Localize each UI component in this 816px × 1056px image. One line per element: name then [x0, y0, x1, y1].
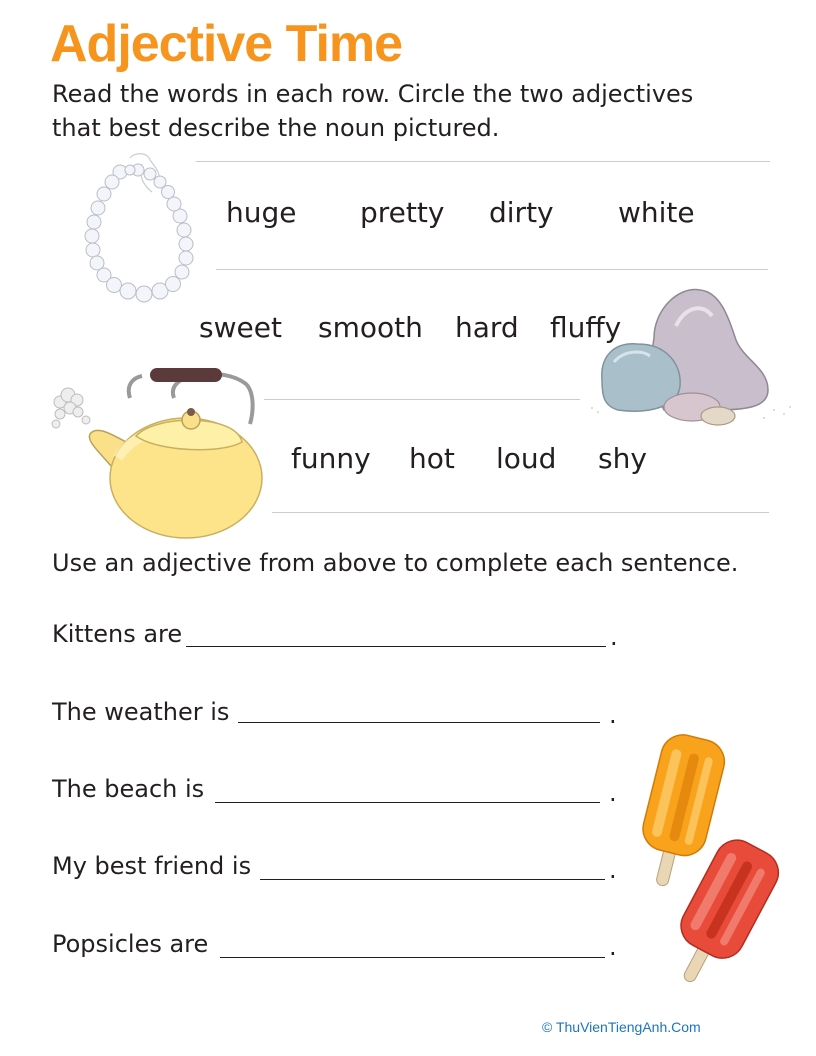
sentence-5-prompt: Popsicles are: [52, 930, 209, 958]
instructions-line-2: that best describe the noun pictured.: [52, 114, 500, 142]
rocks-icon: [584, 286, 799, 436]
sentence-1-period: .: [610, 623, 618, 651]
row-3-word-1[interactable]: funny: [291, 442, 371, 475]
sentence-4-prompt: My best friend is: [52, 852, 252, 880]
row-2-word-4[interactable]: fluffy: [550, 311, 622, 344]
sentence-3-blank[interactable]: [215, 802, 600, 803]
instructions-line-1: Read the words in each row. Circle the two adjectives: [52, 80, 694, 108]
row-3-word-2[interactable]: hot: [409, 442, 455, 475]
row-1-bottom-rule: [216, 269, 768, 270]
row-3-word-3[interactable]: loud: [496, 442, 557, 475]
row-1-word-1[interactable]: huge: [226, 196, 297, 229]
row-2-word-3[interactable]: hard: [455, 311, 519, 344]
sentence-2-period: .: [609, 701, 617, 729]
sentence-2-blank[interactable]: [238, 722, 600, 723]
row-1-word-4[interactable]: white: [618, 196, 695, 229]
row-2-bottom-rule: [264, 399, 580, 400]
row-2-word-2[interactable]: smooth: [318, 311, 423, 344]
row-3-bottom-rule: [272, 512, 769, 513]
pearl-necklace-icon: [72, 150, 232, 310]
part-2-instructions: Use an adjective from above to complete each sentence.: [52, 549, 739, 577]
sentence-1-prompt: Kittens are: [52, 620, 183, 648]
sentence-3-period: .: [609, 779, 617, 807]
row-1-word-3[interactable]: dirty: [489, 196, 554, 229]
row-1-word-2[interactable]: pretty: [360, 196, 445, 229]
page-title: Adjective Time: [50, 15, 403, 73]
row-3-word-4[interactable]: shy: [598, 442, 647, 475]
row-1-top-rule: [196, 161, 770, 162]
sentence-4-period: .: [609, 856, 617, 884]
row-2-word-1[interactable]: sweet: [199, 311, 282, 344]
sentence-3-prompt: The beach is: [52, 775, 205, 803]
sentence-4-blank[interactable]: [260, 879, 605, 880]
sentence-1-blank[interactable]: [186, 646, 606, 647]
sentence-5-period: .: [609, 933, 617, 961]
teapot-icon: [46, 362, 268, 542]
sentence-5-blank[interactable]: [220, 957, 605, 958]
sentence-2-prompt: The weather is: [52, 698, 230, 726]
footer-credit: © ThuVienTiengAnh.Com: [542, 1019, 701, 1035]
popsicles-icon: [628, 732, 778, 997]
